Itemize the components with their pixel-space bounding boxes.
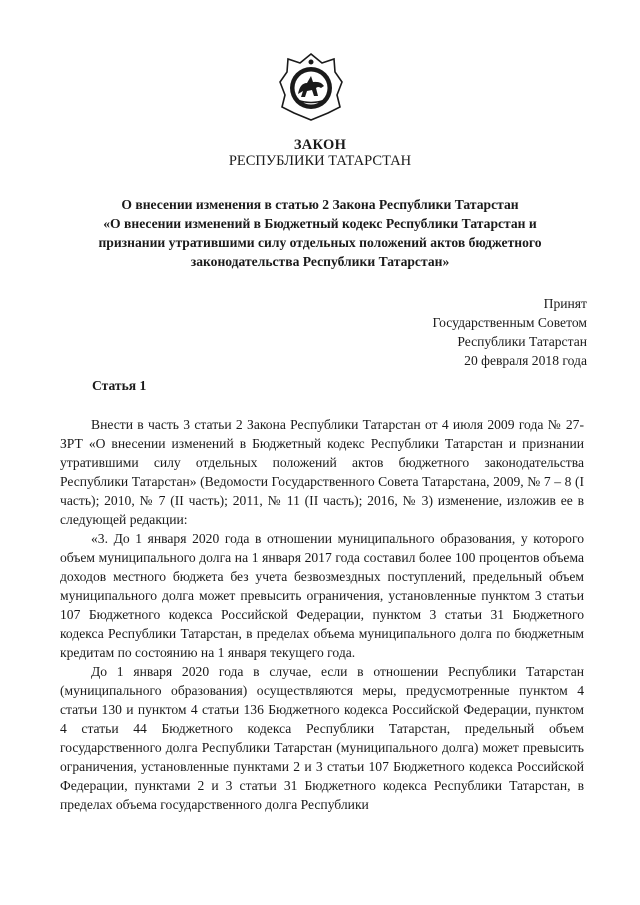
adoption-line: Принят xyxy=(543,296,587,311)
paragraph: «3. До 1 января 2020 года в отношении муниципального образования, у которого объем муниципального долга на 1 января 2017 года составил более 100 процентов объема доходов местного бюджета без учета безвозмездных поступлений, предельный объем муниципального долга может превысить ограничения, установленные пунктом 3 статьи 107 Бюджетного кодекса Российской Федерации, пунктом 3 статьи 31 Бюджетного кодекса Республики Татарстан, в пределах объема муниципального долга по бюджетным кредитам по состоянию на 1 января текущего года. xyxy=(60,531,584,660)
paragraph: Внести в часть 3 статьи 2 Закона Республики Татарстан от 4 июля 2009 года № 27-ЗРТ «О внесении изменений в Бюджетный кодекс Республики Татарстан и признании утратившими силу отдельных положений актов бюджетного законодательства Республики Татарстан» (Ведомости Государственного Совета Татарстана, 2009, № 7 – 8 (I часть); 2010, № 7 (II часть); 2011, № 11 (II часть); 2016, № 3) изменение, изложив ее в следующей редакции: xyxy=(60,417,584,527)
subject-line: О внесении изменения в статью 2 Закона Республики Татарстан xyxy=(121,197,519,212)
adoption-line: Республики Татарстан xyxy=(457,334,587,349)
article-heading: Статья 1 xyxy=(92,378,147,393)
adoption-line: Государственным Советом xyxy=(432,315,587,330)
adoption-block xyxy=(432,294,587,370)
issuing-republic: РЕСПУБЛИКИ ТАТАРСТАН xyxy=(228,153,412,169)
adoption-date: 20 февраля 2018 года xyxy=(464,353,587,368)
paragraph: До 1 января 2020 года в случае, если в отношении Республики Татарстан (муниципального образования) осуществляются меры, предусмотренные пунктом 4 статьи 130 и пунктом 4 статьи 136 Бюджетного кодекса Российской Федерации, пунктом 4 статьи 44 Бюджетного кодекса Республики Татарстан, предельный объем государственного долга Республики Татарстан (муниципального долга) может превысить ограничения, установленные пунктами 2 и 3 статьи 107 Бюджетного кодекса Российской Федерации, пунктами 2 и 3 статьи 31 Бюджетного кодекса Республики Татарстан, в пределах объема государственного долга Республики xyxy=(60,664,584,812)
subject-line: «О внесении изменений в Бюджетный кодекс Республики Татарстан и xyxy=(103,216,537,231)
subject-line: признании утратившими силу отдельных положений актов бюджетного xyxy=(98,235,542,250)
law-subject-title xyxy=(70,195,570,271)
subject-line: законодательства Республики Татарстан» xyxy=(190,254,450,269)
document-type-title: ЗАКОН xyxy=(293,137,347,153)
article-body xyxy=(60,415,584,529)
coat-of-arms-icon xyxy=(276,50,346,124)
amendment-text xyxy=(60,529,584,814)
